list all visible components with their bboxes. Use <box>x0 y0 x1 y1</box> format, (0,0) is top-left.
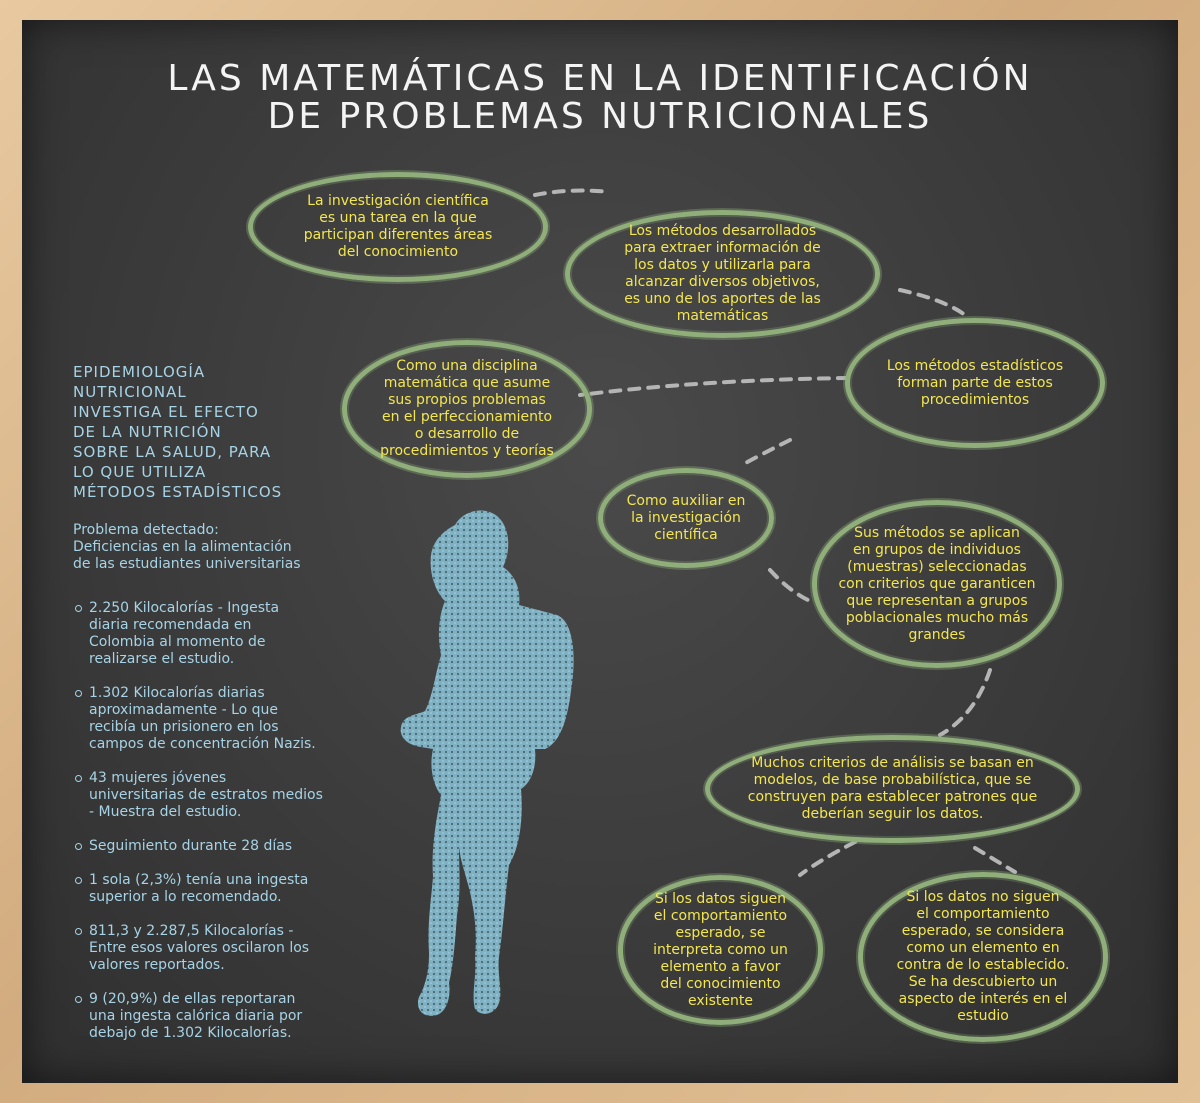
bubble-line: el comportamiento <box>916 906 1050 922</box>
list-item <box>73 770 373 821</box>
fact-line: 43 mujeres jóvenes <box>89 770 227 786</box>
bubble-line: Como una disciplina <box>396 358 538 374</box>
connector-criterios-siguen <box>800 842 855 875</box>
heading-line: NUTRICIONAL <box>73 383 187 401</box>
bubble-estadisticos <box>845 318 1105 448</box>
fact-line: aproximadamente - Lo que <box>89 702 279 718</box>
bubble-line: interpreta como un <box>653 941 788 958</box>
bubble-line: aspecto de interés en el <box>898 991 1068 1007</box>
fact-line: - Muestra del estudio. <box>89 804 242 820</box>
fact-line: recibía un prisionero en los <box>89 719 279 735</box>
bubble-line: sus propios problemas <box>388 392 546 408</box>
bubble-line: Se ha descubierto un <box>908 974 1058 990</box>
bubble-line: Sus métodos se aplican <box>854 524 1020 541</box>
fact-line: 9 (20,9%) de ellas reportaran <box>89 991 296 1007</box>
problem-line: de las estudiantes universitarias <box>73 556 301 572</box>
connector-auxiliar-muestras <box>770 570 812 602</box>
bubble-line: del conocimiento <box>660 975 781 992</box>
bubble-line: del conocimiento <box>337 244 459 260</box>
page-title-line-1: LAS MATEMÁTICAS EN LA IDENTIFICACIÓN <box>167 58 1033 99</box>
bubble-line: la investigación <box>631 509 741 526</box>
problem-statement <box>73 522 363 573</box>
heading-line: INVESTIGA EL EFECTO <box>73 403 259 421</box>
bubble-line: La investigación científica <box>307 193 489 209</box>
fact-line: una ingesta calórica diaria por <box>89 1008 303 1024</box>
bubble-line: existente <box>688 992 753 1009</box>
connector-metodos-estadisticos <box>900 290 965 315</box>
fact-line: universitarias de estratos medios <box>89 787 323 803</box>
fact-line: valores reportados. <box>89 957 225 973</box>
bubble-line: esperado, se considera <box>901 923 1065 939</box>
fact-line: 1.302 Kilocalorías diarias <box>89 685 265 701</box>
bubble-line: Como auxiliar en <box>626 492 746 509</box>
fact-line: diaria recomendada en <box>89 617 252 633</box>
bubble-line: es uno de los aportes de las <box>624 291 821 307</box>
heading-line: EPIDEMIOLOGÍA <box>73 363 206 381</box>
fact-line: campos de concentración Nazis. <box>89 736 316 752</box>
list-item <box>73 923 373 974</box>
bubble-siguen <box>618 875 823 1025</box>
fact-line: Entre esos valores oscilaron los <box>89 940 310 956</box>
facts-list <box>73 600 373 1059</box>
bubble-line: modelos, de base probabilística, que se <box>753 772 1032 788</box>
epidemiology-heading <box>73 362 323 502</box>
bubble-line: en grupos de individuos <box>853 541 1021 558</box>
bubble-metodos <box>565 210 880 338</box>
connector-estadisticos-disciplina <box>580 378 848 395</box>
bubble-line: Si los datos no siguen <box>906 889 1060 905</box>
fact-line: superior a lo recomendado. <box>89 889 282 905</box>
bubble-line: en el perfeccionamiento <box>381 409 553 425</box>
connector-disciplina-auxiliar <box>742 440 790 465</box>
problem-line: Deficiencias en la alimentación <box>73 539 292 555</box>
fact-line: 1 sola (2,3%) tenía una ingesta <box>89 872 309 888</box>
bubble-line: para extraer información de <box>624 240 821 256</box>
heading-line: DE LA NUTRICIÓN <box>73 423 222 441</box>
fact-line: Colombia al momento de <box>89 634 266 650</box>
bubble-muestras <box>812 500 1062 668</box>
connector-investigacion-metodos <box>535 191 610 195</box>
list-item <box>73 600 373 668</box>
bubble-line: esperado, se <box>675 924 766 941</box>
bubble-line: científica <box>654 526 718 543</box>
bubble-investigacion <box>248 172 548 282</box>
heading-line: SOBRE LA SALUD, PARA <box>73 443 272 461</box>
fact-line: realizarse el estudio. <box>89 651 235 667</box>
list-item <box>73 991 373 1042</box>
bubble-line: con criterios que garanticen <box>838 575 1036 592</box>
bubble-auxiliar <box>598 468 774 568</box>
bubble-line: (muestras) seleccionadas <box>847 558 1027 575</box>
bubble-line: Los métodos desarrollados <box>628 223 817 239</box>
bubble-line: es una tarea en la que <box>319 210 477 226</box>
heading-line: LO QUE UTILIZA <box>73 463 207 481</box>
bubble-line: poblacionales mucho más <box>845 609 1029 626</box>
bubble-line: procedimientos y teorías <box>380 443 554 459</box>
bubble-criterios <box>705 735 1080 843</box>
page-title-line-2: DE PROBLEMAS NUTRICIONALES <box>267 96 933 137</box>
bubble-line: construyen para establecer patrones que <box>747 789 1038 805</box>
bubble-line: estudio <box>957 1008 1009 1024</box>
bubble-line: los datos y utilizarla para <box>634 257 811 273</box>
list-item <box>73 838 373 855</box>
bubble-line: que representan a grupos <box>846 592 1028 609</box>
bubble-line: alcanzar diversos objetivos, <box>625 274 820 290</box>
bubble-line: como un elemento en <box>906 940 1060 956</box>
fact-line: 811,3 y 2.287,5 Kilocalorías - <box>89 923 294 939</box>
bubble-line: Los métodos estadísticos <box>886 357 1064 374</box>
bubble-line: procedimientos <box>920 391 1030 408</box>
list-item <box>73 872 373 906</box>
bubble-line: forman parte de estos <box>897 374 1053 391</box>
bubble-line: o desarrollo de <box>414 426 520 442</box>
fact-line: Seguimiento durante 28 días <box>89 838 293 854</box>
bubble-line: deberían seguir los datos. <box>801 806 984 822</box>
connector-muestras-criterios <box>940 670 990 735</box>
bubble-line: matemática que asume <box>383 375 551 391</box>
bubble-line: elemento a favor <box>660 958 781 975</box>
bubble-line: matemáticas <box>676 308 769 324</box>
bubble-no-siguen <box>858 872 1108 1042</box>
bubble-disciplina <box>342 340 592 478</box>
fact-line: debajo de 1.302 Kilocalorías. <box>89 1025 292 1041</box>
bubble-line: Muchos criterios de análisis se basan en <box>751 755 1034 771</box>
bubble-line: contra de lo establecido. <box>896 957 1070 973</box>
heading-line: MÉTODOS ESTADÍSTICOS <box>73 483 283 501</box>
student-silhouette-illustration <box>385 505 585 1045</box>
bubble-line: participan diferentes áreas <box>303 227 493 243</box>
fact-line: 2.250 Kilocalorías - Ingesta <box>89 600 280 616</box>
problem-line: Problema detectado: <box>73 522 219 538</box>
bubble-line: el comportamiento <box>653 907 788 924</box>
bubble-line: Si los datos siguen <box>654 890 787 907</box>
connector-criterios-nosiguen <box>975 848 1015 872</box>
bubble-line: grandes <box>908 626 966 643</box>
list-item <box>73 685 373 753</box>
